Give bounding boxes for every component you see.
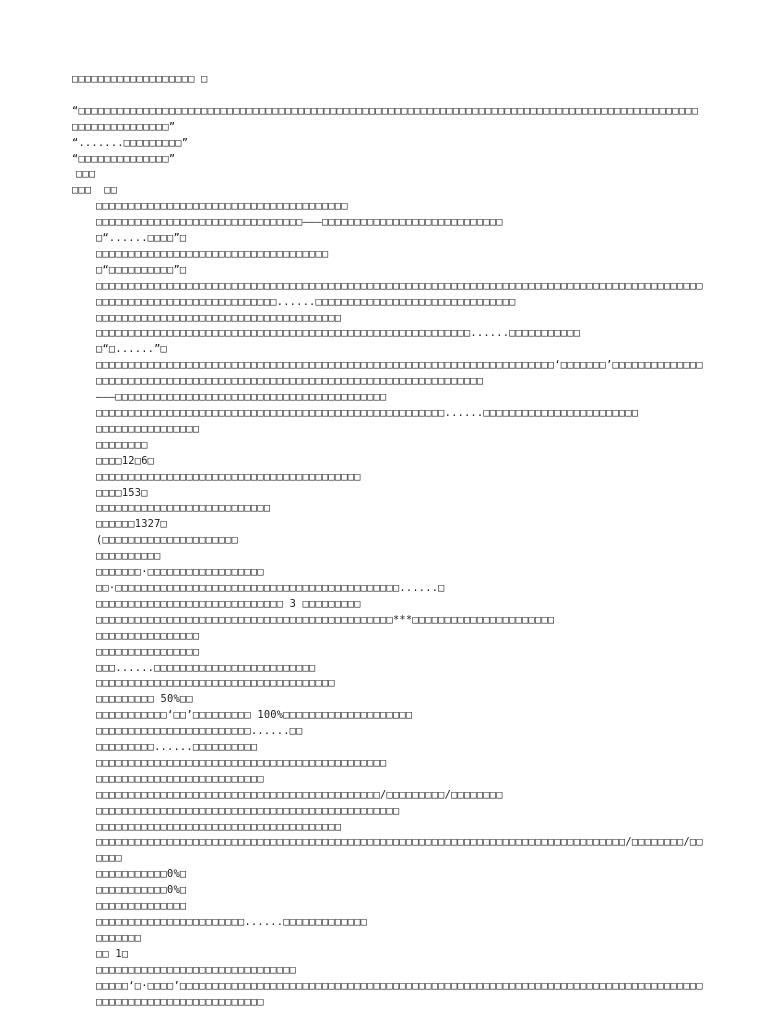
paragraph-line: □□□□□□□□□□□□□□□□□□□□□□□□□□□□□□□□□□□□□□□□□□□□□□□□□□□□□□□□□□□□□□□□□□□□□□□□□□□□□□□□□□/□□□□□□□□/□□□□□□ (96, 836, 703, 865)
paragraph-line: □□□□□□□□ (96, 438, 148, 451)
paragraph-line: “□□□□□□□□□□□□□□□□□□□□□□□□□□□□□□□□□□□□□□□□□□□□□□□□□□□□□□□□□□□□□□□□□□□□□□□□□□□□□□□□□□□□□□□□□□□□□□□□□□□□□□□□□□□□□□□” (72, 104, 699, 133)
paragraph-line: □□□□□□□□□□□□□□□□□□□□□□□□□□□□□□□□□□□□□□□□□□□□□□□□□□□□□□......□□□□□□□□□□□□□□□□□□□□□□□□ (96, 407, 639, 420)
paragraph-line: □□□□□□□□□□□□□□□□□□□□□□□□□□□□□□□□□□□□□□□□□□□□□□***□□□□□□□□□□□□□□□□□□□□□□ (96, 613, 555, 626)
paragraph-line: □□□□□□□□□□□□□□□□□□□□□□□□□□□□□□□□□□□□□□□□□□□□□□□□□□□□□□□□□□......□□□□□□□□□□□ (96, 327, 581, 340)
paragraph-line: □□□......□□□□□□□□□□□□□□□□□□□□□□□□□ (96, 661, 316, 674)
paragraph-line: □□□ (76, 168, 96, 181)
document-title: □□□□□□□□□□□□□□□□□□□ □ (72, 73, 208, 85)
paragraph-line: □□□□□□□□□□□□□□□□□□□□□□□□□□□□□□□□□□□□□□□□□□□□□□□ (96, 804, 400, 817)
paragraph-line: □□□□□□1327□ (96, 518, 168, 531)
paragraph-line: □“□□□□□□□□□□”□ (96, 263, 187, 276)
paragraph-line: □□□□□□□□□□□□□□□□□□□□□□□□□□□□□□□□□□□□□□□□□ (96, 470, 361, 483)
paragraph-line: □□□□□□□□□□□0%□ (96, 884, 187, 897)
paragraph-line: □□□□□□□□□□□□□□□□□□□□□□□......□□□□□□□□□□□□□ (96, 916, 368, 929)
paragraph-line: □□□□□□□□□□□□□□□□ (96, 422, 200, 435)
document-body (72, 104, 704, 1011)
paragraph-line: □□□□□□□□□□□□□□□□□□□□□□□□□□□□□□□□———□□□□□□□□□□□□□□□□□□□□□□□□□□□□ (96, 216, 503, 229)
paragraph-line: □□□□□□□□□□□□□□□□□□□□□□□□□□□□□□□□□□□□□ (96, 677, 335, 690)
paragraph-line: □□ 1□ (96, 947, 129, 960)
paragraph-line: □□□□□□□□□□□□□□□□□□□□□□□□□□□□□□□□□□□□□□ (96, 820, 342, 833)
paragraph-line: □□□□□□□□□□□□□□□□□□□□□□□□□□□□□□□□□□□□□□□□□□□□□□□□□□□□□□□□□□□□□□□□□□□□□□□□□□□□□□□□□□□□□□□□□□□□□□□□□□□□□□□□□□□□□□□□□□□□□□□□□□......□□□□□□□□□□□□□□□□□□□□□□□□□□□□□□□ (96, 279, 703, 308)
paragraph-line: □□□□□‘□·□□□□’□□□□□□□□□□□□□□□□□□□□□□□□□□□□□□□□□□□□□□□□□□□□□□□□□□□□□□□□□□□□□□□□□□□□□□□□□□□□□□□□□□□□□□□□□□□□□□□□□□□□□□□□□□□ (96, 979, 703, 1008)
paragraph-line: □□□□□□□□□□ (96, 550, 161, 563)
paragraph-line: □□□□□□□□□□□□□□□□□□□□□□□□......□□ (96, 725, 303, 738)
paragraph-line: □□□□□□□□□□□□□□□□□□□□□□□□□□□□□□□□□□□□□□□□□□□□□ (96, 756, 387, 769)
paragraph-line: □□□□□□□□□□□□□□□□ (96, 645, 200, 658)
paragraph-line: □□□□□□□□□□□□□□□□□□□□□□□□□□□□□□□□□□□□ (96, 247, 329, 260)
paragraph-line: □□□□□□□□□□□□□□□□□□□□□□□□□□□□□□□□□□□□□□□□□□□□/□□□□□□□□□/□□□□□□□□ (96, 788, 503, 801)
paragraph-line: “.......□□□□□□□□□” (72, 136, 189, 149)
paragraph-line: □□□□□□□□□□□‘□□’□□□□□□□□□ 100%□□□□□□□□□□□□□□□□□□□□ (96, 709, 413, 722)
paragraph-line: “□□□□□□□□□□□□□□” (72, 152, 176, 165)
document-page (72, 72, 704, 1010)
paragraph-line: □□□□□□□□□□□□□□□□□□□□□□□□□□□□□□□□□□□□□□ (96, 311, 342, 324)
paragraph-line: □□□□□□□□□□□□□□□□□□□□□□□□□□□□□□□□□□□□□□□□□□□□□□□□□□□□□□□□□□□□□□□□□□□□□□□‘□□□□□□□’□□□□□□□□□□□□□□□□□□□□□□□□□□□□□□□□□□□□□□□□□□□□□□□□□□□□□□□□□□□□□□□□□□□□□□□□□□ (96, 359, 703, 388)
paragraph-line: □□□□12□6□ (96, 454, 155, 467)
paragraph-line: □□□□□□□ (96, 931, 142, 944)
paragraph-line: (□□□□□□□□□□□□□□□□□□□□□ (96, 534, 239, 547)
paragraph-line: □□·□□□□□□□□□□□□□□□□□□□□□□□□□□□□□□□□□□□□□□□□□□□□......□ (96, 581, 445, 594)
paragraph-line: □□□□□□□□□□□0%□ (96, 868, 187, 881)
title-spacer (72, 88, 704, 104)
paragraph-line: □□□□□□□□□□□□□□□□□□□□□□□□□□□ (96, 502, 271, 515)
paragraph-line: □“......□□□□”□ (96, 232, 187, 245)
paragraph-line: □□□□□□□□□□□□□□□□ (96, 629, 200, 642)
paragraph-line: □□□□□□□□□ 50%□□ (96, 693, 193, 706)
paragraph-line: □“□......”□ (96, 343, 168, 356)
paragraph-line: ———□□□□□□□□□□□□□□□□□□□□□□□□□□□□□□□□□□□□□□□□□□ (96, 391, 387, 404)
paragraph-line: □□□□□□□□□□□□□□□□□□□□□□□□□□ (96, 772, 264, 785)
paragraph-line: □□□□153□ (96, 486, 148, 499)
paragraph-line: □□□□□□□□□□□□□□□□□□□□□□□□□□□□□□□□□□□□□□□ (96, 200, 348, 213)
paragraph-line: □□□□□□□□□□□□□□□□□□□□□□□□□□□□□ 3 □□□□□□□□□ (96, 597, 361, 610)
paragraph-line: □□□□□□□□□......□□□□□□□□□□ (96, 741, 258, 754)
paragraph-line: □□□ □□ (72, 184, 118, 197)
paragraph-line: □□□□□□□□□□□□□□□□□□□□□□□□□□□□□□□ (96, 963, 297, 976)
paragraph-line: □□□□□□□·□□□□□□□□□□□□□□□□□□ (96, 566, 264, 579)
paragraph-line: □□□□□□□□□□□□□□ (96, 900, 187, 913)
